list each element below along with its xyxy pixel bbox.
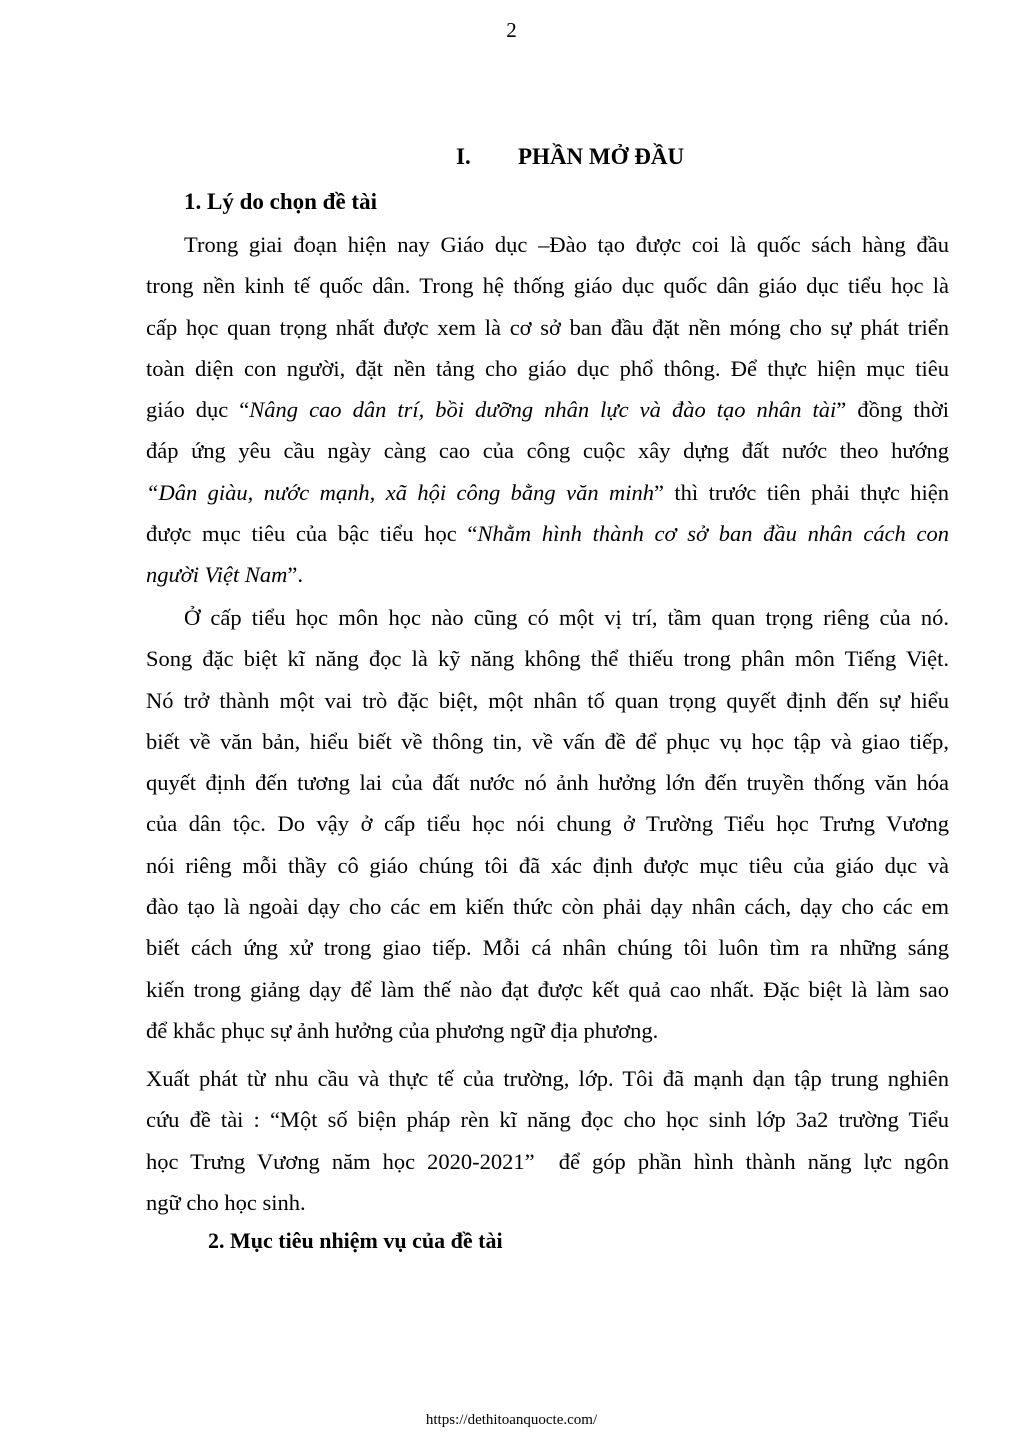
paragraph-line — [146, 513, 949, 554]
text-run: ”. — [287, 562, 303, 588]
italic-quote: người Việt Nam — [146, 562, 288, 588]
paragraph-line — [146, 389, 949, 430]
text-run: giáo dục “ — [146, 397, 250, 423]
section-title: PHẦN MỞ ĐẦU — [518, 144, 685, 169]
italic-quote: Nâng cao dân trí, bồi dưỡng nhân lực và đào tạo nhân tài — [249, 397, 837, 423]
paragraph-line — [146, 554, 949, 595]
text-run: ” đồng thời — [836, 397, 949, 423]
paragraph-line: cứu đề tài : “Một số biện pháp rèn kĩ năng đọc cho học sinh lớp 3a2 trường Tiểu — [146, 1107, 949, 1133]
paragraph-line: học Trưng Vương năm học 2020-2021” để góp phần hình thành năng lực ngôn — [146, 1148, 949, 1174]
paragraph-line: nói riêng mỗi thầy cô giáo chúng tôi đã xác định được mục tiêu của giáo dục và — [146, 852, 949, 878]
paragraph-line: biết cách ứng xử trong giao tiếp. Mỗi cá nhân chúng tôi luôn tìm ra những sáng — [146, 935, 949, 961]
text-run: được mục tiêu của bậc tiểu học “ — [146, 521, 478, 547]
paragraph-line: Nó trở thành một vai trò đặc biệt, một nhân tố quan trọng quyết định đến sự hiểu — [146, 687, 949, 713]
paragraph-line: quyết định đến tương lai của đất nước nó ảnh hưởng lớn đến truyền thống văn hóa — [146, 770, 949, 796]
italic-quote: Nhằm hình thành cơ sở ban đầu nhân cách con — [477, 521, 950, 547]
paragraph-line: để khắc phục sự ảnh hưởng của phương ngữ địa phương. — [146, 1017, 659, 1043]
paragraph-3 — [146, 1058, 949, 1223]
footer-url: https://dethitoanquocte.com/ — [425, 1412, 598, 1428]
paragraph-1 — [146, 224, 949, 596]
italic-quote: “Dân giàu, nước mạnh, xã hội công bằng văn minh — [146, 479, 655, 505]
section-roman-numeral: I. — [456, 144, 471, 169]
paragraph-line: toàn diện con người, đặt nền tảng cho giáo dục phổ thông. Để thực hiện mục tiêu — [146, 355, 949, 381]
heading-reason: 1. Lý do chọn đề tài — [184, 189, 377, 214]
paragraph-line: đáp ứng yêu cầu ngày càng cao của công cuộc xây dựng đất nước theo hướng — [146, 438, 949, 464]
paragraph-line: của dân tộc. Do vậy ở cấp tiểu học nói chung ở Trường Tiểu học Trưng Vương — [146, 811, 949, 837]
section-heading — [456, 144, 684, 170]
page-number: 2 — [506, 18, 517, 42]
text-run: ” thì trước tiên phải thực hiện — [654, 479, 949, 505]
paragraph-line: ngữ cho học sinh. — [146, 1189, 306, 1215]
paragraph-line: Ở cấp tiểu học môn học nào cũng có một vị trí, tầm quan trọng riêng của nó. — [184, 605, 949, 630]
paragraph-line: biết về văn bản, hiểu biết về thông tin, về vấn đề để phục vụ học tập và giao tiếp, — [146, 728, 949, 754]
paragraph-line: cấp học quan trọng nhất được xem là cơ sở ban đầu đặt nền móng cho sự phát triển — [146, 314, 949, 340]
paragraph-line: Trong giai đoạn hiện nay Giáo dục –Đào tạo được coi là quốc sách hàng đầu — [184, 232, 949, 257]
paragraph-2 — [146, 597, 949, 1051]
paragraph-line: Xuất phát từ nhu cầu và thực tế của trường, lớp. Tôi đã mạnh dạn tập trung nghiên — [146, 1066, 949, 1091]
heading-objectives: 2. Mục tiêu nhiệm vụ của đề tài — [208, 1228, 503, 1253]
paragraph-line — [146, 472, 949, 513]
paragraph-line: đào tạo là ngoài dạy cho các em kiến thức còn phải dạy nhân cách, dạy cho các em — [146, 894, 949, 920]
paragraph-line: trong nền kinh tế quốc dân. Trong hệ thống giáo dục quốc dân giáo dục tiểu học là — [146, 273, 949, 299]
paragraph-line: Song đặc biệt kĩ năng đọc là kỹ năng không thể thiếu trong phân môn Tiếng Việt. — [146, 646, 949, 672]
paragraph-line: kiến trong giảng dạy để làm thế nào đạt được kết quả cao nhất. Đặc biệt là làm sao — [146, 976, 949, 1002]
